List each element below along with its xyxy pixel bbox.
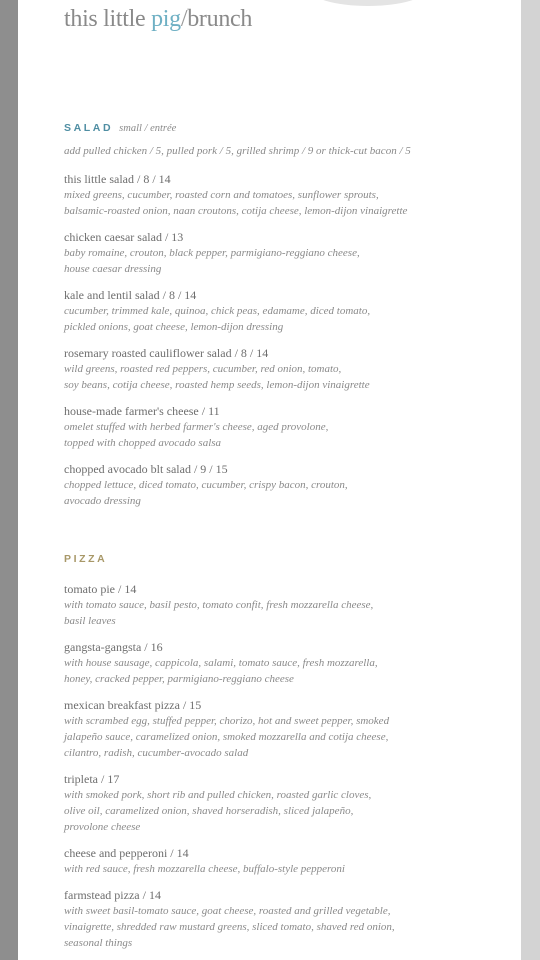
menu-item (64, 639, 504, 687)
brand-text-pig: pig (151, 6, 181, 32)
menu-item-description: chopped lettuce, diced tomato, cucumber, crispy bacon, crouton, avocado dressing (64, 479, 348, 507)
brand-text-this-little: this little (64, 6, 152, 32)
salad-section-title: SALAD (64, 122, 114, 134)
menu-item-description: cucumber, trimmed kale, quinoa, chick peas, edamame, diced tomato, pickled onions, goat cheese, lemon-dijon dressing (64, 305, 371, 333)
menu-item-name: chicken caesar salad / 13 (64, 230, 184, 244)
menu-item-name: chopped avocado blt salad / 9 / 15 (64, 462, 228, 476)
menu-item (64, 461, 504, 509)
menu-item-name: tripleta / 17 (64, 772, 120, 786)
menu-item-description: with smoked pork, short rib and pulled chicken, roasted garlic cloves, olive oil, caramelized onion, shaved horseradish, sliced jalapeño, provolone cheese (64, 789, 372, 833)
menu-item-description: with sweet basil-tomato sauce, goat cheese, roasted and grilled vegetable, vinaigrette, shredded raw mustard greens, sliced tomato, shaved red onion, seasonal things (64, 905, 395, 949)
menu-item (64, 581, 504, 629)
menu-item (64, 845, 504, 877)
menu-item (64, 771, 504, 835)
menu-item (64, 887, 504, 951)
brand-slash: / (180, 6, 188, 32)
menu-item-description: with tomato sauce, basil pesto, tomato confit, fresh mozzarella cheese, basil leaves (64, 599, 374, 627)
menu-item-name: tomato pie / 14 (64, 582, 137, 596)
menu-item-description: mixed greens, cucumber, roasted corn and tomatoes, sunflower sprouts, balsamic-roasted onion, naan croutons, cotija cheese, lemon-dijon vinaigrette (64, 189, 408, 217)
salad-section (64, 118, 504, 509)
menu-item (64, 171, 504, 219)
menu-brand-title (64, 6, 252, 33)
menu-item-description: with house sausage, cappicola, salami, tomato sauce, fresh mozzarella, honey, cracked pepper, parmigiano-reggiano cheese (64, 657, 378, 685)
pizza-section-header (64, 549, 504, 567)
salad-section-header (64, 118, 504, 136)
menu-item (64, 403, 504, 451)
menu-item (64, 697, 504, 761)
menu-item-description: with red sauce, fresh mozzarella cheese, buffalo-style pepperoni (64, 863, 345, 875)
menu-item-name: house-made farmer's cheese / 11 (64, 404, 220, 418)
menu-item-description: with scrambed egg, stuffed pepper, chorizo, hot and sweet pepper, smoked jalapeño sauce, caramelized onion, smoked mozzarella and cotija cheese, cilantro, radish, cucumber-avocado salad (64, 715, 390, 759)
salad-item-list (64, 171, 504, 509)
menu-item-name: rosemary roasted cauliflower salad / 8 / 14 (64, 346, 269, 360)
menu-item-name: kale and lentil salad / 8 / 14 (64, 288, 197, 302)
pizza-item-list (64, 581, 504, 951)
menu-item-name: farmstead pizza / 14 (64, 888, 161, 902)
page-top-shadow (308, 0, 428, 6)
menu-item (64, 229, 504, 277)
menu-item-name: mexican breakfast pizza / 15 (64, 698, 202, 712)
background-margin (521, 0, 540, 960)
brand-text-brunch: brunch (187, 6, 253, 32)
pizza-section-title: PIZZA (64, 553, 108, 565)
menu-item-description: omelet stuffed with herbed farmer's cheese, aged provolone, topped with chopped avocado salsa (64, 421, 329, 449)
salad-addons-note: add pulled chicken / 5, pulled pork / 5, grilled shrimp / 9 or thick-cut bacon / 5 (64, 145, 411, 157)
menu-item (64, 345, 504, 393)
menu-item-description: wild greens, roasted red peppers, cucumber, red onion, tomato, soy beans, cotija cheese, roasted hemp seeds, lemon-dijon vinaigrette (64, 363, 370, 391)
menu-item-description: baby romaine, crouton, black pepper, parmigiano-reggiano cheese, house caesar dressing (64, 247, 360, 275)
menu-page (18, 0, 521, 960)
menu-item (64, 287, 504, 335)
salad-section-subtitle: small / entrée (119, 123, 177, 134)
pizza-section (64, 549, 504, 951)
menu-item-name: cheese and pepperoni / 14 (64, 846, 189, 860)
menu-item-name: this little salad / 8 / 14 (64, 172, 171, 186)
menu-content (64, 118, 504, 960)
menu-item-name: gangsta-gangsta / 16 (64, 640, 163, 654)
